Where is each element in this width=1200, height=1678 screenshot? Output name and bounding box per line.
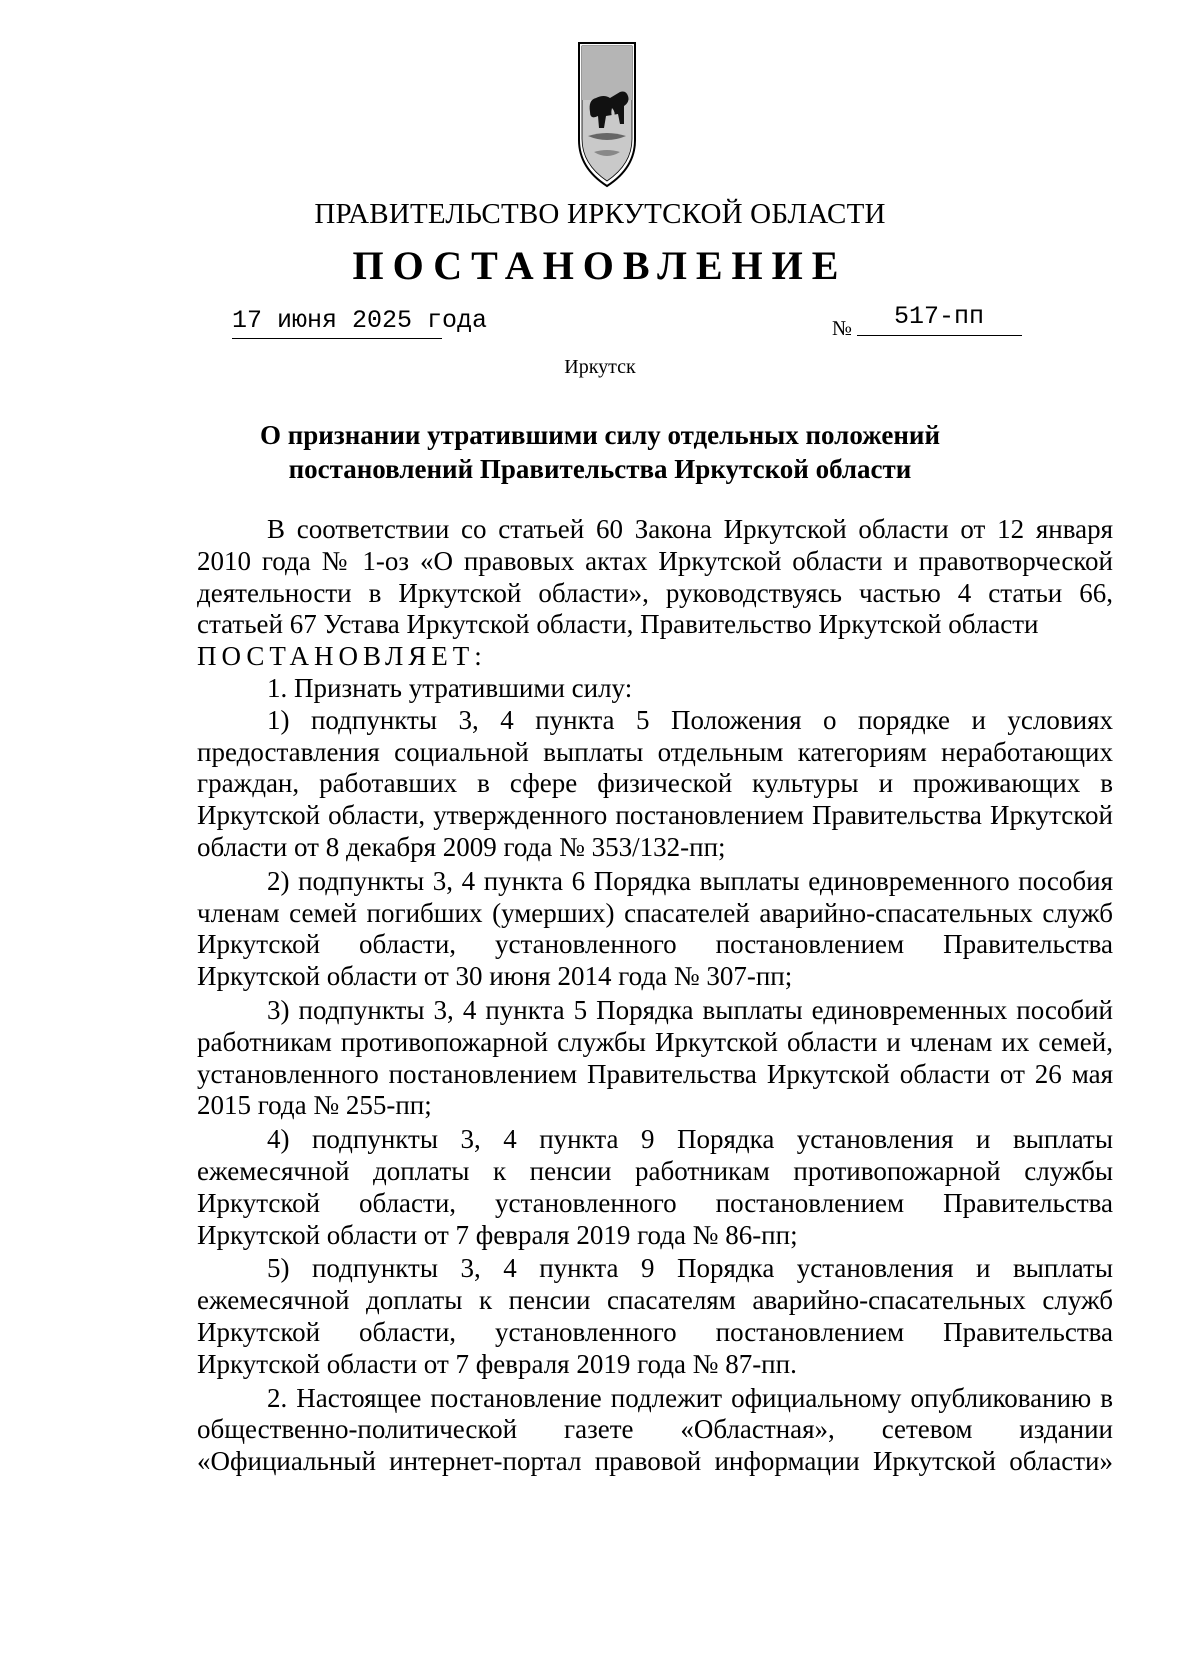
subitem-3: 3) подпункты 3, 4 пункта 5 Порядка выплаты единовременных пособий работникам противопожарной службы Иркутской области и членам их семей, установленного постановлением Правительства Иркутской области от 26 мая 2015 года № 255-пп; <box>197 994 1113 1121</box>
subject-line-1: О признании утратившими силу отдельных положений <box>259 420 941 450</box>
document-city: Иркутск <box>564 356 636 378</box>
coat-of-arms-icon <box>576 40 638 190</box>
document-type: ПОСТАНОВЛЕНИЕ <box>352 243 848 288</box>
document-number: 517-пп <box>894 302 985 331</box>
number-underline <box>857 335 1022 336</box>
preamble-paragraph: В соответствии со статьей 60 Закона Иркутской области от 12 января 2010 года № 1-оз «О правовых актах Иркутской области и правотворческой деятельности в Иркутской области», руководствуясь частью 4 статьи 66, статьей 67 Устава Иркутской области, Правительство Иркутской области <box>197 514 1113 640</box>
item-1-title: 1. Признать утратившими силу: <box>267 672 633 703</box>
item-2-paragraph: 2. Настоящее постановление подлежит официальному опубликованию в общественно-политической газете «Областная», сетевом издании «Официальный интернет-портал правовой информации Иркутской области» <box>197 1382 1113 1477</box>
date-underline <box>232 338 442 339</box>
document-subject <box>0 418 1200 486</box>
government-name: ПРАВИТЕЛЬСТВО ИРКУТСКОЙ ОБЛАСТИ <box>314 198 886 230</box>
subject-line-2: постановлений Правительства Иркутской области <box>288 454 912 484</box>
number-sign: № <box>832 316 853 340</box>
resolves-heading: ПОСТАНОВЛЯЕТ: <box>197 641 487 672</box>
document-date: 17 июня 2025 года <box>232 306 488 335</box>
subitem-5: 5) подпункты 3, 4 пункта 9 Порядка установления и выплаты ежемесячной доплаты к пенсии спасателям аварийно-спасательных служб Иркутской области, установленного постановлением Правительства Иркутской области от 7 февраля 2019 года № 87-пп. <box>197 1253 1113 1379</box>
subitem-4: 4) подпункты 3, 4 пункта 9 Порядка установления и выплаты ежемесячной доплаты к пенсии работникам противопожарной службы Иркутской области, установленного постановлением Правительства Иркутской области от 7 февраля 2019 года № 86-пп; <box>197 1124 1113 1250</box>
document-body <box>197 514 1113 1478</box>
subitem-2: 2) подпункты 3, 4 пункта 6 Порядка выплаты единовременного пособия членам семей погибших (умерших) спасателей аварийно-спасательных служб Иркутской области, установленного постановлением Правительства Иркутской области от 30 июня 2014 года № 307-пп; <box>197 865 1113 992</box>
subitem-1: 1) подпункты 3, 4 пункта 5 Положения о порядке и условиях предоставления социальной выплаты отдельным категориям неработающих граждан, работавших в сфере физической культуры и проживающих в Иркутской области, утвержденного постановлением Правительства Иркутской области от 8 декабря 2009 года № 353/132-пп; <box>197 704 1113 862</box>
